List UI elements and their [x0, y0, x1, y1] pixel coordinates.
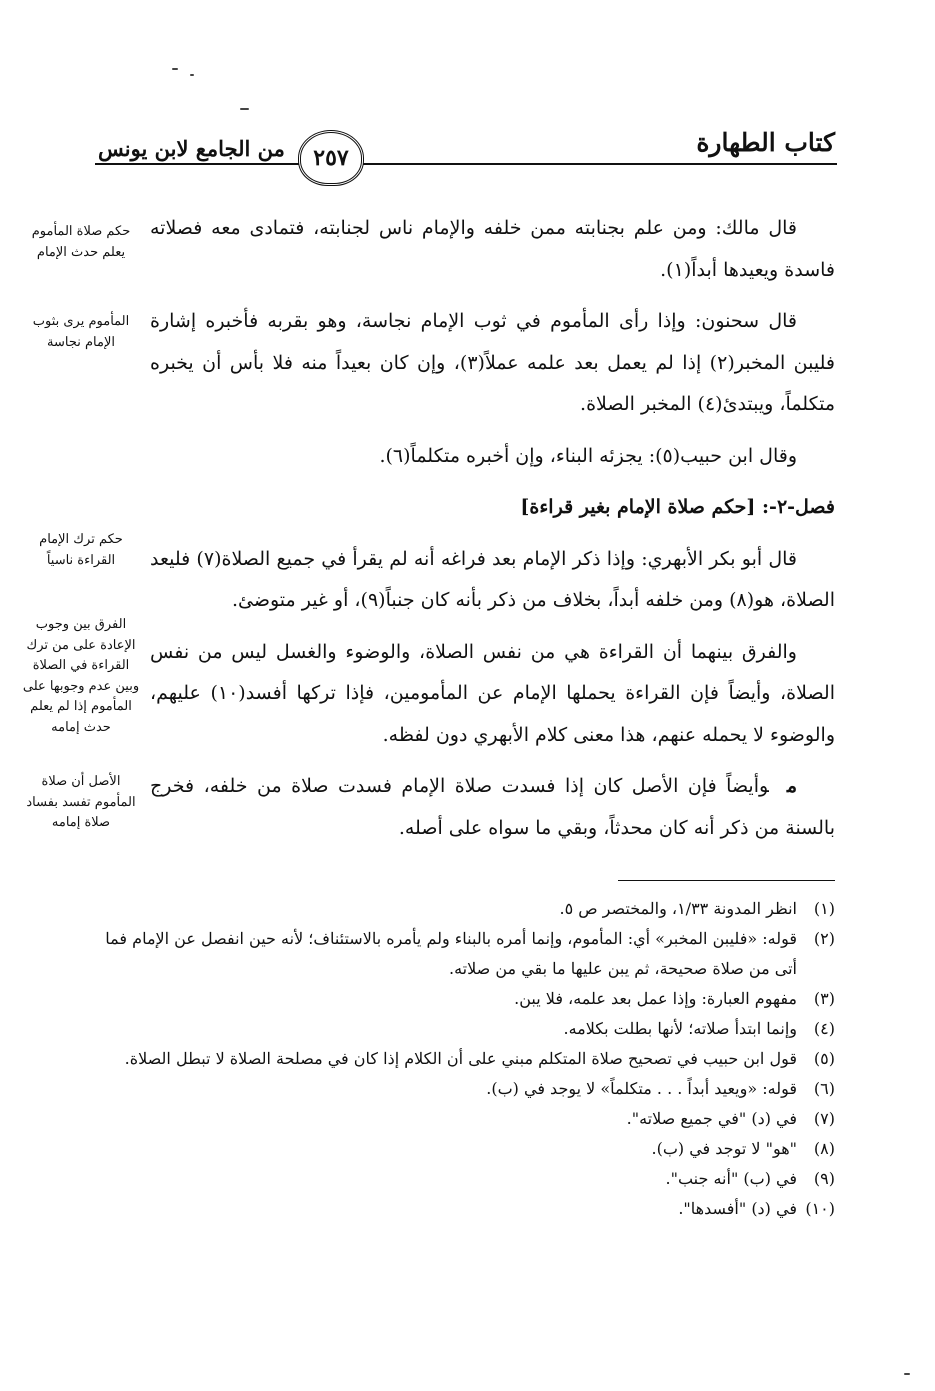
main-text — [150, 208, 835, 849]
paragraph — [150, 766, 835, 849]
paragraph: قال مالك: ومن علم بجنابته ممن خلفه والإمام ناس لجنابته، فتمادى معه فصلاته فاسدة ويعيدها أبداً(١). — [150, 217, 835, 281]
footnote — [90, 1044, 835, 1074]
paragraph-text: وأيضاً فإن الأصل كان إذا فسدت صلاة الإمام فسدت صلاة من خلفه، فخرج بالسنة من ذكر أنه كان محدثاً، وبقي ما سواه على أصله. — [150, 775, 835, 839]
scan-speck — [190, 74, 194, 76]
margin-note: المأموم يرى بثوب الإمام نجاسة — [32, 314, 130, 350]
footnote-text: مفهوم العبارة: وإذا عمل بعد علمه، فلا يبن. — [514, 989, 797, 1008]
footnote-number: (٢) — [813, 929, 835, 948]
margin-note: حكم ترك الإمام القراءة ناسياً — [39, 532, 123, 568]
footnote-number: (٩) — [813, 1169, 835, 1188]
page-number — [298, 130, 364, 186]
paragraph: قال سحنون: وإذا رأى المأموم في ثوب الإمام نجاسة، وهو بقربه فأخبره إشارة فليبن المخبر(٢) إذا لم يعمل بعد علمه عملاً(٣)، وإن كان بعيداً منه فلا بأس أن يخبره متكلماً، ويبتدئ(٤) المخبر الصلاة. — [150, 310, 835, 415]
footnote-number: (١٠) — [805, 1199, 835, 1218]
paragraph: والفرق بينهما أن القراءة هي من نفس الصلاة، والوضوء والغسل ليس من نفس الصلاة، وأيضاً فإن القراءة يحملها الإمام عن المأمومين، فإذا تركها أفسد(١٠) عليهم، والوضوء لا يحمله عنهم، هذا معنى كلام الأبهري دون لفظه. — [150, 640, 835, 746]
footnote — [90, 1134, 835, 1164]
footnote-number: (١) — [813, 899, 835, 918]
footnote-number: (٥) — [813, 1049, 835, 1068]
footnote-number: (٧) — [813, 1109, 835, 1128]
footnote — [90, 1194, 835, 1224]
book-title: كتاب الطهارة — [696, 128, 835, 157]
footnote — [90, 1014, 835, 1044]
footnote — [90, 1164, 835, 1194]
margin-note: حكم صلاة المأموم يعلم حدث الإمام — [31, 224, 131, 260]
footnote-separator — [618, 880, 835, 881]
footnote-number: (٤) — [813, 1019, 835, 1038]
paragraph: قال أبو بكر الأبهري: وإذا ذكر الإمام بعد فراغه أنه لم يقرأ في جميع الصلاة(٧) فليعد الصلاة، هو(٨) ومن خلفه أبداً، بخلاف من ذكر بأنه كان جنباً(٩)، أو غير متوضئ. — [150, 547, 835, 611]
footnote-text: قوله: «فليبن المخبر» أي: المأموم، وإنما أمره بالبناء ولم يأمره بالاستئناف؛ لأنه حين انفصل عن الإمام فما أتى من صلاة صحيحة، ثم يبن عليها ما بقي من صلاته. — [105, 929, 797, 978]
footnote — [90, 924, 835, 984]
margin-note: الأصل أن صلاة المأموم تفسد بفساد صلاة إمامه — [26, 774, 136, 830]
paragraph: وقال ابن حبيب(٥): يجزئه البناء، وإن أخبره متكلماً(٦). — [379, 444, 797, 467]
footnote-text: وإنما ابتدأ صلاته؛ لأنها بطلت بكلامه. — [563, 1019, 797, 1038]
scan-speck — [172, 68, 178, 70]
footnote — [90, 1104, 835, 1134]
footnote-text: انظر المدونة ١/٣٣، والمختصر ص ٥. — [559, 899, 797, 918]
footnote — [90, 984, 835, 1014]
footnote-number: (٣) — [813, 989, 835, 1008]
margin-note: الفرق بين وجوب الإعادة على من ترك القراءة في الصلاة وبين عدم وجوبها على المأموم إذا لم يعلم حدث إمامه — [22, 617, 140, 735]
footnote-text: "هو" لا توجد في (ب). — [651, 1139, 797, 1158]
section-heading: فصل-٢-: [حكم صلاة الإمام بغير قراءة] — [520, 496, 835, 518]
header-rule — [95, 163, 837, 165]
footnote-text: في (د) "أفسدها". — [678, 1199, 797, 1218]
footnote-text: قوله: «ويعيد أبداً . . . متكلماً» لا يوجد في (ب). — [486, 1079, 797, 1098]
footnote — [90, 1074, 835, 1104]
footnotes — [90, 894, 835, 1224]
footnote-number: (٦) — [813, 1079, 835, 1098]
footnote-text: في (ب) "أنه جنب". — [665, 1169, 797, 1188]
scan-speck — [240, 108, 249, 110]
footnote-text: في (د) "في جميع صلاته". — [626, 1109, 797, 1128]
footnote-number: (٨) — [813, 1139, 835, 1158]
scan-speck — [904, 1373, 910, 1375]
footnote-text: قول ابن حبيب في تصحيح صلاة المتكلم مبني على أن الكلام إذا كان في مصلحة الصلاة لا تبطل الصلاة. — [124, 1049, 797, 1068]
page-number-text: ٢٥٧ — [313, 145, 349, 171]
footnote — [90, 894, 835, 924]
margin-marker: م — [786, 775, 797, 797]
series-title: من الجامع لابن يونس — [98, 136, 285, 161]
